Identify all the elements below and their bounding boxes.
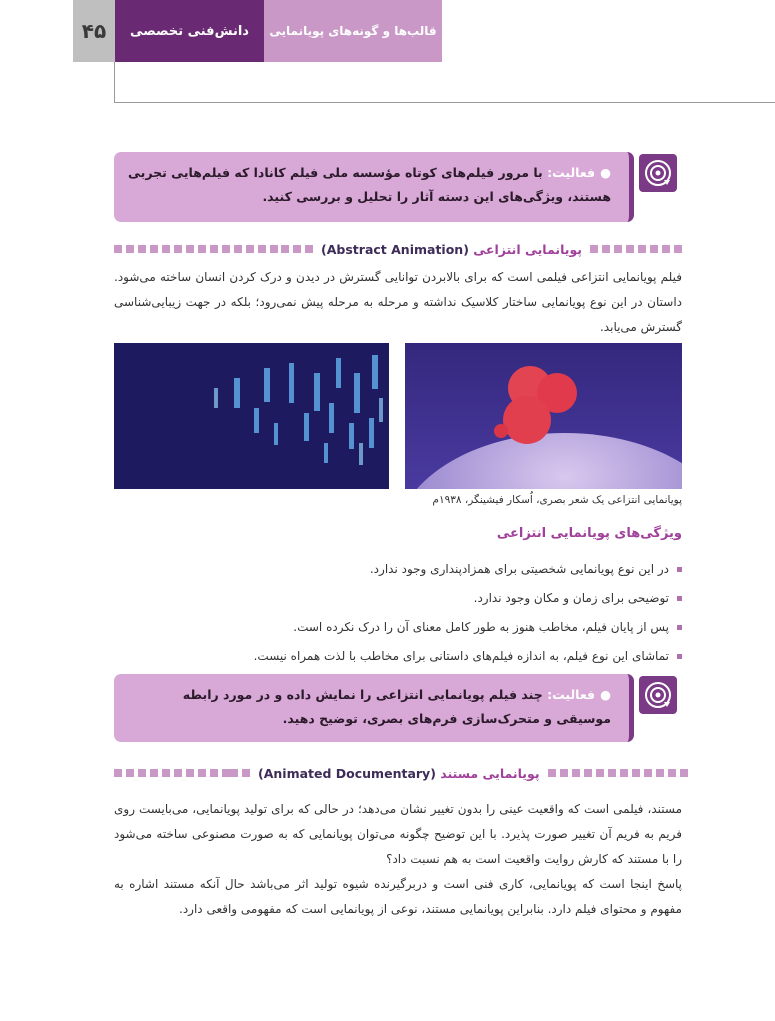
list-item: تماشای این نوع فیلم، به اندازه فیلم‌های داستانی برای مخاطب با لذت همراه نیست. [200,642,682,671]
heading-decoration-mid [230,769,250,777]
section-title-fa: پویانمایی مستند [440,765,540,781]
activity-label: فعالیت: [547,687,596,702]
heading-decoration-right [590,245,682,253]
activity-icon [639,676,677,714]
film-reel-icon [643,158,673,188]
section-title [250,766,548,781]
paragraph-documentary [114,797,682,922]
list-item: پس از پایان فیلم، مخاطب هنوز به طور کامل معنای آن را درک نکرده است. [200,613,682,642]
film-reel-icon [643,680,673,710]
paragraph-documentary-1: مستند، فیلمی است که واقعیت عینی را بدون تغییر نشان می‌دهد؛ در حالی که برای تولید پویانمایی، می‌بایست روی فریم به فریم آن تغییر صورت پذیرد. با این توضیح چگونه می‌توان پویانمایی که به صورت مصنوعی ساخته می‌شود را با مستند که کارش روایت واقعیت است به هم نسبت داد؟ [114,802,682,866]
section-title-fa: پویانمایی انتزاعی [473,241,582,257]
activity-label: فعالیت: [547,165,596,180]
list-item: توضیحی برای زمان و مکان وجود ندارد. [200,584,682,613]
features-heading: ویژگی‌های پویانمایی انتزاعی [496,526,682,541]
section-title-en: (Abstract Animation) [321,241,469,257]
activity-bullet: ● [600,687,611,702]
chapter-title: قالب‌ها و گونه‌های پویانمایی [264,0,442,62]
paragraph-documentary-2: پاسخ اینجا است که پویانمایی، کاری فنی است و دربرگیرنده شیوه تولید اثر می‌باشد حال آنکه مستند اشاره به مفهوم و محتوای فیلم دارد. بنابراین پویانمایی مستند، نوعی از پویانمایی است که مفهومی واقعی دارد. [114,877,682,916]
heading-decoration-right [548,769,688,777]
page-number: ۴۵ [73,0,115,62]
activity-bullet: ● [600,165,611,180]
heading-decoration-left [114,245,278,253]
header-divider-horizontal [114,102,775,103]
section-heading-documentary [114,764,682,782]
activity-text: با مرور فیلم‌های کوتاه مؤسسه ملی فیلم کانادا که فیلم‌هایی تجربی هستند، ویژگی‌های این دسته آثار را تحلیل و بررسی کنید. [128,165,611,204]
heading-decoration-mid [281,245,313,253]
book-title: دانش‌فنی تخصصی [115,0,264,62]
paragraph-abstract: فیلم پویانمایی انتزاعی فیلمی است که برای بالابردن توانایی گسترش در دیدن و درک کردن انسان ساخته می‌شود. داستان در این نوع پویانمایی ساختار کلاسیک نداشته و مرحله به مرحله پیش نمی‌رود؛ بلکه در جهت زیبایی‌شناسی گسترش می‌یابد. [114,270,682,334]
activity-box-1 [114,152,634,222]
heading-decoration-left [114,769,230,777]
abstract-image-spheres [405,343,682,489]
figure-caption: پویانمایی انتزاعی یک شعر بصری، اُسکار فیشینگر، ۱۹۳۸م [432,494,682,506]
features-list [200,555,682,671]
list-item: در این نوع پویانمایی شخصیتی برای همزادپنداری وجود ندارد. [200,555,682,584]
header-divider-vertical [114,62,115,102]
abstract-image-bars [114,343,389,489]
activity-text: چند فیلم پویانمایی انتزاعی را نمایش داده و در مورد رابطه موسیقی و متحرک‌سازی فرم‌های بصری، توضیح دهید. [182,687,611,726]
activity-icon [639,154,677,192]
section-heading-abstract [114,240,682,258]
section-title-en: (Animated Documentary) [258,765,436,781]
section-title [313,242,590,257]
activity-box-2 [114,674,634,742]
